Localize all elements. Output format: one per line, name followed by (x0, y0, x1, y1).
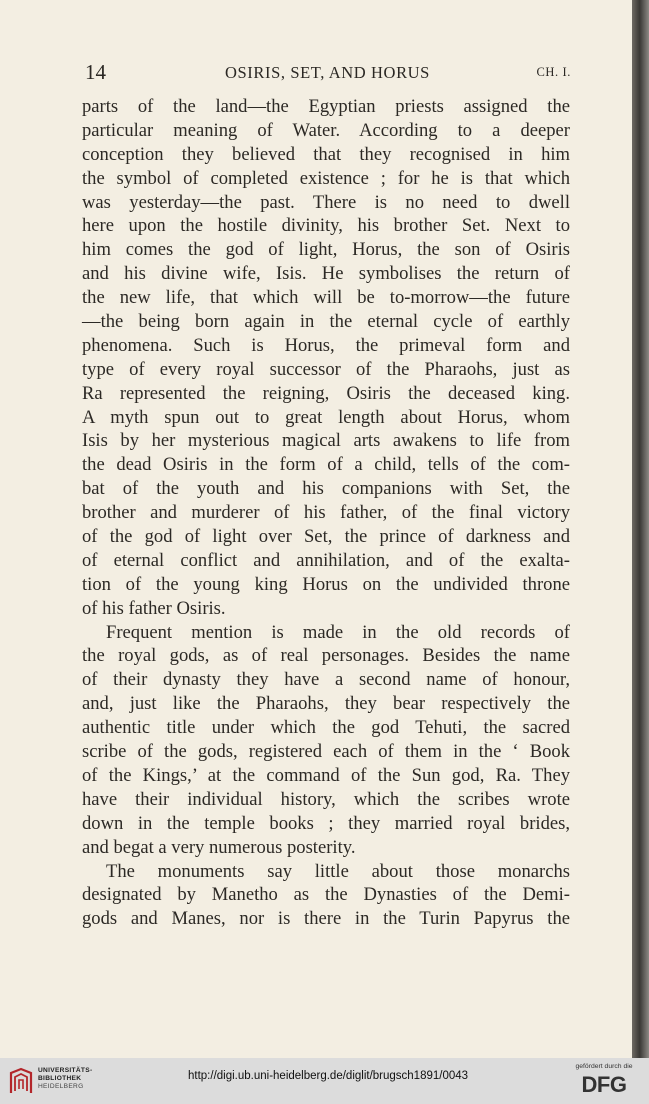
text-line: conception they believed that they recognised in him (82, 143, 570, 165)
permalink-url[interactable]: http://digi.ub.uni-heidelberg.de/diglit/brugsch1891/0043 (188, 1070, 469, 1082)
text-line: phenomena. Such is Horus, the primeval form and (82, 334, 570, 356)
text-line: Frequent mention is made in the old records of (106, 621, 570, 643)
sponsor (569, 1063, 639, 1098)
text-line: have their individual history, which the scribes wrote (82, 788, 570, 810)
dfg-logo: DFG (581, 1072, 627, 1097)
text-line: particular meaning of Water. According to a deeper (82, 119, 570, 141)
text-line: A myth spun out to great length about Horus, whom (82, 406, 570, 428)
text-line: him comes the god of light, Horus, the son of Osiris (82, 239, 570, 261)
paragraph (82, 95, 570, 621)
text-line: tion of the young king Horus on the undivided throne (82, 573, 570, 595)
chapter-label: CH. I. (536, 65, 571, 79)
text-line: of the god of light over Set, the prince of darkness and (82, 526, 570, 548)
page-number: 14 (85, 60, 106, 84)
text-line: here upon the hostile divinity, his brother Set. Next to (82, 215, 570, 237)
text-line: Ra represented the reigning, Osiris the deceased king. (82, 382, 570, 404)
text-line: bat of the youth and his companions with Set, the (82, 478, 570, 500)
text-line: designated by Manetho as the Dynasties of the Demi- (82, 884, 570, 906)
text-line: authentic title under which the god Tehuti, the sacred (82, 717, 570, 739)
text-line: of eternal conflict and annihilation, and of the exalta- (82, 549, 570, 571)
text-line: type of every royal successor of the Pharaohs, just as (82, 358, 570, 380)
text-line: down in the temple books ; they married royal brides, (82, 812, 570, 834)
text-line: of the Kings,’ at the command of the Sun god, Ra. They (82, 764, 570, 786)
text-line: and begat a very numerous posterity. (82, 836, 356, 858)
text-line: The monuments say little about those monarchs (106, 860, 570, 882)
digitization-footer (0, 1058, 649, 1104)
paragraph (82, 860, 570, 932)
text-line: Isis by her mysterious magical arts awakens to life from (82, 430, 570, 452)
page-edge-shadow (632, 0, 649, 1058)
text-line: the new life, that which will be to-morrow—the future (82, 287, 570, 309)
library-name-line1: UNIVERSITÄTS- (38, 1067, 93, 1074)
text-line: the symbol of completed existence ; for he is that which (82, 167, 570, 189)
text-line: and, just like the Pharaohs, they bear respectively the (82, 693, 570, 715)
library-name (38, 1067, 92, 1092)
text-line: brother and murderer of his father, of the final victory (82, 502, 570, 524)
library-name-line3: HEIDELBERG (38, 1083, 84, 1091)
text-line: the dead Osiris in the form of a child, tells of the com- (82, 454, 570, 476)
running-title: OSIRIS, SET, AND HORUS (225, 63, 430, 82)
text-line: —the being born again in the eternal cycle of earthly (82, 311, 570, 333)
body-text (82, 95, 570, 931)
text-line: was yesterday—the past. There is no need to dwell (82, 191, 570, 213)
text-line: scribe of the gods, registered each of them in the ‘ Book (82, 741, 570, 763)
text-line: and his divine wife, Isis. He symbolises the return of (82, 263, 570, 285)
library-logo-icon (8, 1067, 34, 1095)
running-head (85, 60, 571, 88)
text-line: of their dynasty they have a second name of honour, (82, 669, 570, 691)
paragraph (82, 621, 570, 860)
text-line: gods and Manes, nor is there in the Turin Papyrus the (82, 908, 570, 930)
sponsor-note: gefördert durch die (575, 1063, 633, 1070)
text-line: parts of the land—the Egyptian priests assigned the (82, 96, 570, 117)
text-line: of his father Osiris. (82, 597, 226, 619)
library-name-line2: BIBLIOTHEK (38, 1075, 82, 1083)
text-line: the royal gods, as of real personages. Besides the name (82, 645, 570, 667)
